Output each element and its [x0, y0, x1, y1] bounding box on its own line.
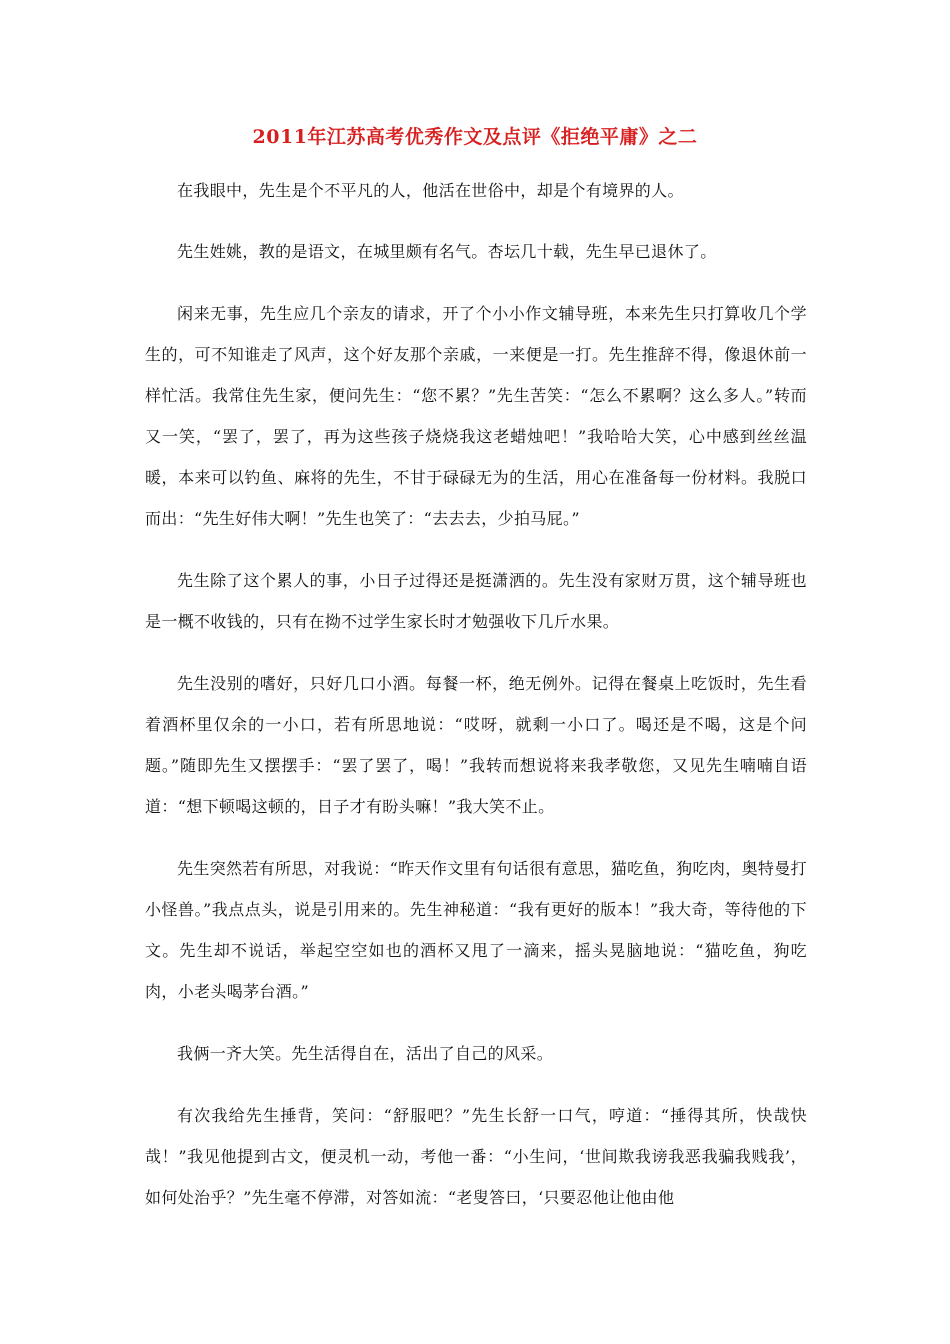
- paragraph-6: 先生突然若有所思，对我说：“昨天作文里有句话很有意思，猫吃鱼，狗吃肉，奥特曼打小怪兽。”我点点头，说是引用来的。先生神秘道：“我有更好的版本！”我大奇，等待他的下文。先生却不说话，举起空空如也的酒杯又甩了一滴来，摇头晃脑地说：“猫吃鱼，狗吃肉，小老头喝茅台酒。”: [145, 859, 807, 1001]
- article-body: [145, 170, 807, 1239]
- paragraph-1: 在我眼中，先生是个不平凡的人，他活在世俗中，却是个有境界的人。: [177, 181, 684, 200]
- document-title: 2011年江苏高考优秀作文及点评《拒绝平庸》之二: [252, 126, 698, 148]
- paragraph-2: 先生姓姚，教的是语文，在城里颇有名气。杏坛几十载，先生早已退休了。: [177, 242, 717, 261]
- paragraph-7: 我俩一齐大笑。先生活得自在，活出了自己的风采。: [177, 1044, 554, 1063]
- paragraph-3: 闲来无事，先生应几个亲友的请求，开了个小小作文辅导班，本来先生只打算收几个学生的，可不知谁走了风声，这个好友那个亲戚，一来便是一打。先生推辞不得，像退休前一样忙活。我常住先生家，便问先生：“您不累？”先生苦笑：“怎么不累啊？这么多人。”转而又一笑，“罢了，罢了，再为这些孩子烧烧我这老蜡烛吧！”我哈哈大笑，心中感到丝丝温暖，本来可以钓鱼、麻将的先生，不甘于碌碌无为的生活，用心在准备每一份材料。我脱口而出：“先生好伟大啊！”先生也笑了：“去去去，少拍马屁。”: [145, 304, 807, 528]
- paragraph-4: 先生除了这个累人的事，小日子过得还是挺潇洒的。先生没有家财万贯，这个辅导班也是一概不收钱的，只有在拗不过学生家长时才勉强收下几斤水果。: [145, 571, 807, 631]
- paragraph-8: 有次我给先生捶背，笑问：“舒服吧？”先生长舒一口气，哼道：“捶得其所，快哉快哉！”我见他提到古文，便灵机一动，考他一番：“小生问，‘世间欺我谤我恶我骗我贱我’，如何处治乎？”先生毫不停滞，对答如流：“老叟答曰，‘只要忍他让他由他: [145, 1106, 807, 1207]
- paragraph-5: 先生没别的嗜好，只好几口小酒。每餐一杯，绝无例外。记得在餐桌上吃饭时，先生看着酒杯里仅余的一小口，若有所思地说：“哎呀，就剩一小口了。喝还是不喝，这是个问题。”随即先生又摆摆手：“罢了罢了，喝！”我转而想说将来我孝敬您，又见先生喃喃自语道：“想下顿喝这顿的，日子才有盼头嘛！”我大笑不止。: [145, 674, 807, 816]
